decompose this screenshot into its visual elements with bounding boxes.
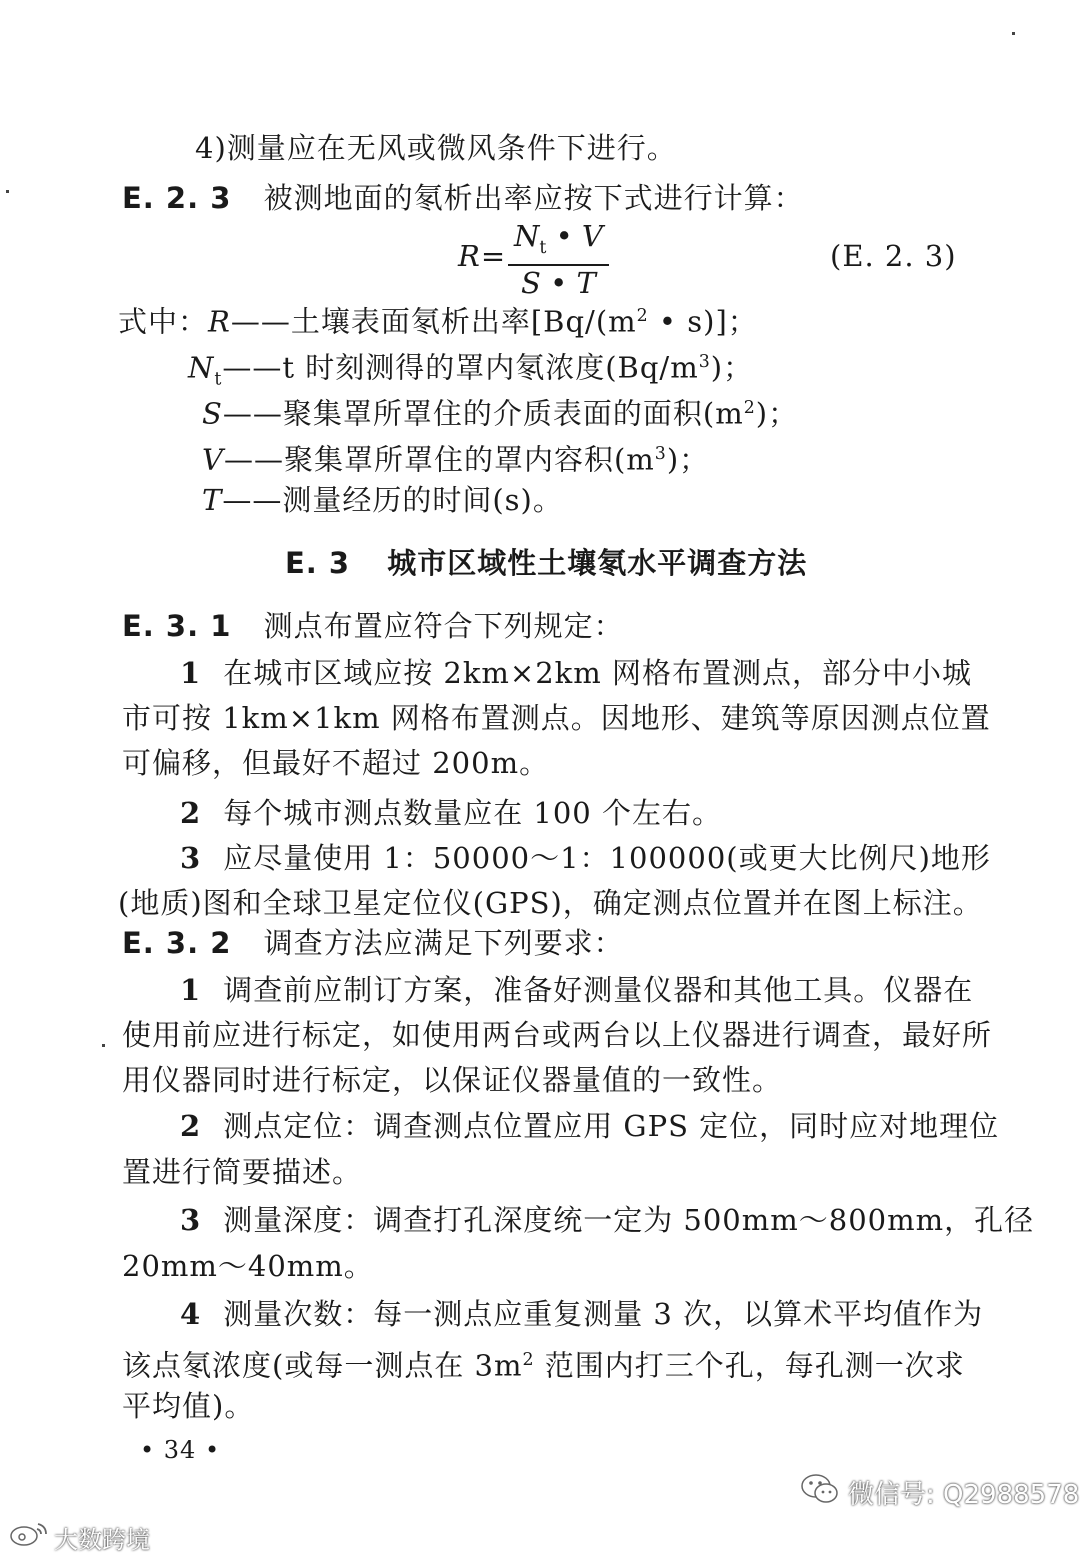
e224-text: 4)测量应在无风或微风条件下进行。 bbox=[195, 131, 677, 165]
weibo-logo-icon bbox=[8, 1520, 52, 1548]
clause-text: 调查方法应满足下列要求： bbox=[263, 926, 624, 960]
e32-clause bbox=[122, 925, 624, 961]
legend-row-s: S——聚集罩所罩住的介质表面的面积$(m^2)$； bbox=[202, 396, 799, 431]
e31-item-3-line-2: (地质)图和全球卫星定位仪(GPS)，确定测点位置并在图上标注。 bbox=[118, 886, 983, 920]
scan-speck bbox=[102, 1044, 105, 1047]
formula-denominator: S • T bbox=[521, 265, 596, 300]
clause-text: 测点布置应符合下列规定： bbox=[263, 609, 624, 643]
section-number: E. 3 bbox=[285, 546, 351, 580]
page-number: • 34 • bbox=[140, 1436, 221, 1464]
e32-item-1-line-1: 1 调查前应制订方案，准备好测量仪器和其他工具。仪器在 bbox=[180, 973, 974, 1007]
e32-item-4-line-1: 4 测量次数：每一测点应重复测量 3 次，以算术平均值作为 bbox=[180, 1297, 984, 1331]
e32-item-3-line-1: 3 测量深度：调查打孔深度统一定为 500mm～800mm，孔径 bbox=[180, 1203, 1035, 1237]
e31-item-2: 2 每个城市测点数量应在 100 个左右。 bbox=[180, 796, 722, 830]
legend-row-t: T——测量经历的时间(s)。 bbox=[202, 483, 563, 517]
e32-item-3-line-2: 20mm～40mm。 bbox=[122, 1249, 374, 1283]
e32-item-1-line-2: 使用前应进行标定，如使用两台或两台以上仪器进行调查，最好所 bbox=[122, 1018, 993, 1052]
weibo-watermark: 大数跨境 bbox=[54, 1526, 150, 1554]
section-title: 城市区域性土壤氡水平调查方法 bbox=[387, 546, 808, 580]
wechat-icon bbox=[800, 1472, 840, 1506]
section-heading bbox=[285, 545, 807, 581]
formula-label: (E. 2. 3) bbox=[830, 239, 957, 273]
formula-fraction bbox=[508, 220, 609, 300]
e32-item-4-line-2: 该点氡浓度(或每一测点在 $3m^2$ 范围内打三个孔，每孔测一次求 bbox=[122, 1348, 965, 1383]
legend-row-r: 式中：R——土壤表面氡析出率[$Bq/(m^2$ • s)]； bbox=[118, 304, 758, 339]
e32-item-2-line-1: 2 测点定位：调查测点位置应用 GPS 定位，同时应对地理位 bbox=[180, 1109, 1000, 1143]
e32-item-1-line-3: 用仪器同时进行标定，以保证仪器量值的一致性。 bbox=[122, 1063, 783, 1097]
e32-item-4-line-3: 平均值)。 bbox=[122, 1389, 255, 1423]
clause-number: E. 2. 3 bbox=[122, 181, 232, 215]
legend-row-nt: $N_t——t$ 时刻测得的罩内氡浓度$(Bq/m^3)$； bbox=[188, 350, 754, 390]
clause-number: E. 3. 1 bbox=[122, 609, 232, 643]
e31-clause bbox=[122, 608, 624, 644]
legend-row-v: V——聚集罩所罩住的罩内容积$(m^3)$； bbox=[202, 442, 710, 477]
e223-clause bbox=[122, 180, 804, 216]
e31-item-1-line-1: 1 在城市区域应按 2km×2km 网格布置测点，部分中小城 bbox=[180, 656, 972, 690]
e31-item-1-line-2: 市可按 1km×1km 网格布置测点。因地形、建筑等原因测点位置 bbox=[122, 701, 991, 735]
scan-speck bbox=[6, 190, 9, 193]
e32-item-2-line-2: 置进行简要描述。 bbox=[122, 1155, 363, 1189]
clause-number: E. 3. 2 bbox=[122, 926, 232, 960]
wechat-id-watermark: 微信号: Q2988578 bbox=[848, 1480, 1080, 1510]
e224-item bbox=[195, 130, 677, 166]
e31-item-3-line-1: 3 应尽量使用 1：50000～1：100000(或更大比例尺)地形 bbox=[180, 841, 991, 875]
formula-lhs: R= bbox=[458, 239, 507, 273]
clause-text: 被测地面的氡析出率应按下式进行计算： bbox=[263, 181, 804, 215]
formula-numerator: $N_t$ • V bbox=[514, 219, 603, 258]
e31-item-1-line-3: 可偏移，但最好不超过 200m。 bbox=[122, 746, 550, 780]
scan-speck bbox=[1012, 32, 1015, 35]
